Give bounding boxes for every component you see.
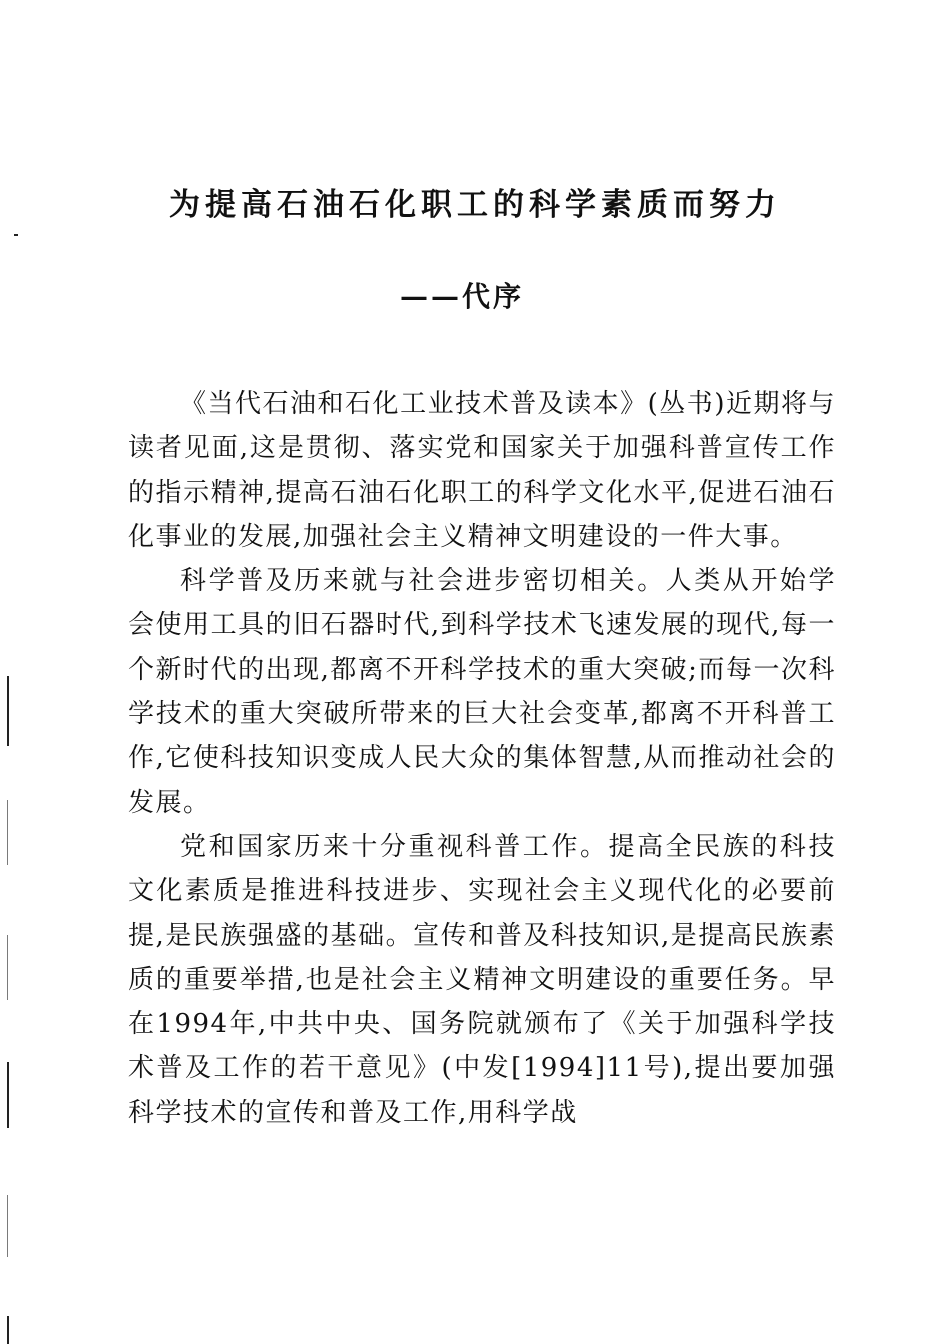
scan-artifact-line [7, 1316, 9, 1344]
page-subtitle: ——代序 [400, 280, 525, 313]
scan-artifact-mark [14, 234, 18, 236]
page-title: 为提高石油石化职工的科学素质而努力 [169, 187, 781, 223]
scan-artifact-line [7, 676, 9, 746]
paragraph: 《当代石油和石化工业技术普及读本》(丛书)近期将与读者见面,这是贯彻、落实党和国家关于加强科普宣传工作的指示精神,提高石油石化职工的科学文化水平,促进石油石化事业的发展,加强社会主义精神文明建设的一件大事。 [128, 389, 836, 552]
scan-artifact-line [7, 935, 8, 1000]
body-text [128, 382, 836, 1135]
paragraph: 党和国家历来十分重视科普工作。提高全民族的科技文化素质是推进科技进步、实现社会主义现代化的必要前提,是民族强盛的基础。宣传和普及科技知识,是提高民族素质的重要举措,也是社会主义精神文明建设的重要任务。早在1994年,中共中央、国务院就颁布了《关于加强科学技术普及工作的若干意见》(中发[1994]11号),提出要加强科学技术的宣传和普及工作,用科学战 [128, 831, 836, 1128]
scan-artifact-line [7, 1062, 9, 1128]
scan-artifact-line [7, 800, 8, 865]
paragraph: 科学普及历来就与社会进步密切相关。人类从开始学会使用工具的旧石器时代,到科学技术飞速发展的现代,每一个新时代的出现,都离不开科学技术的重大突破;而每一次科学技术的重大突破所带来的巨大社会变革,都离不开科普工作,它使科技知识变成人民大众的集体智慧,从而推动社会的发展。 [128, 566, 836, 818]
scan-artifact-line [7, 1195, 8, 1257]
